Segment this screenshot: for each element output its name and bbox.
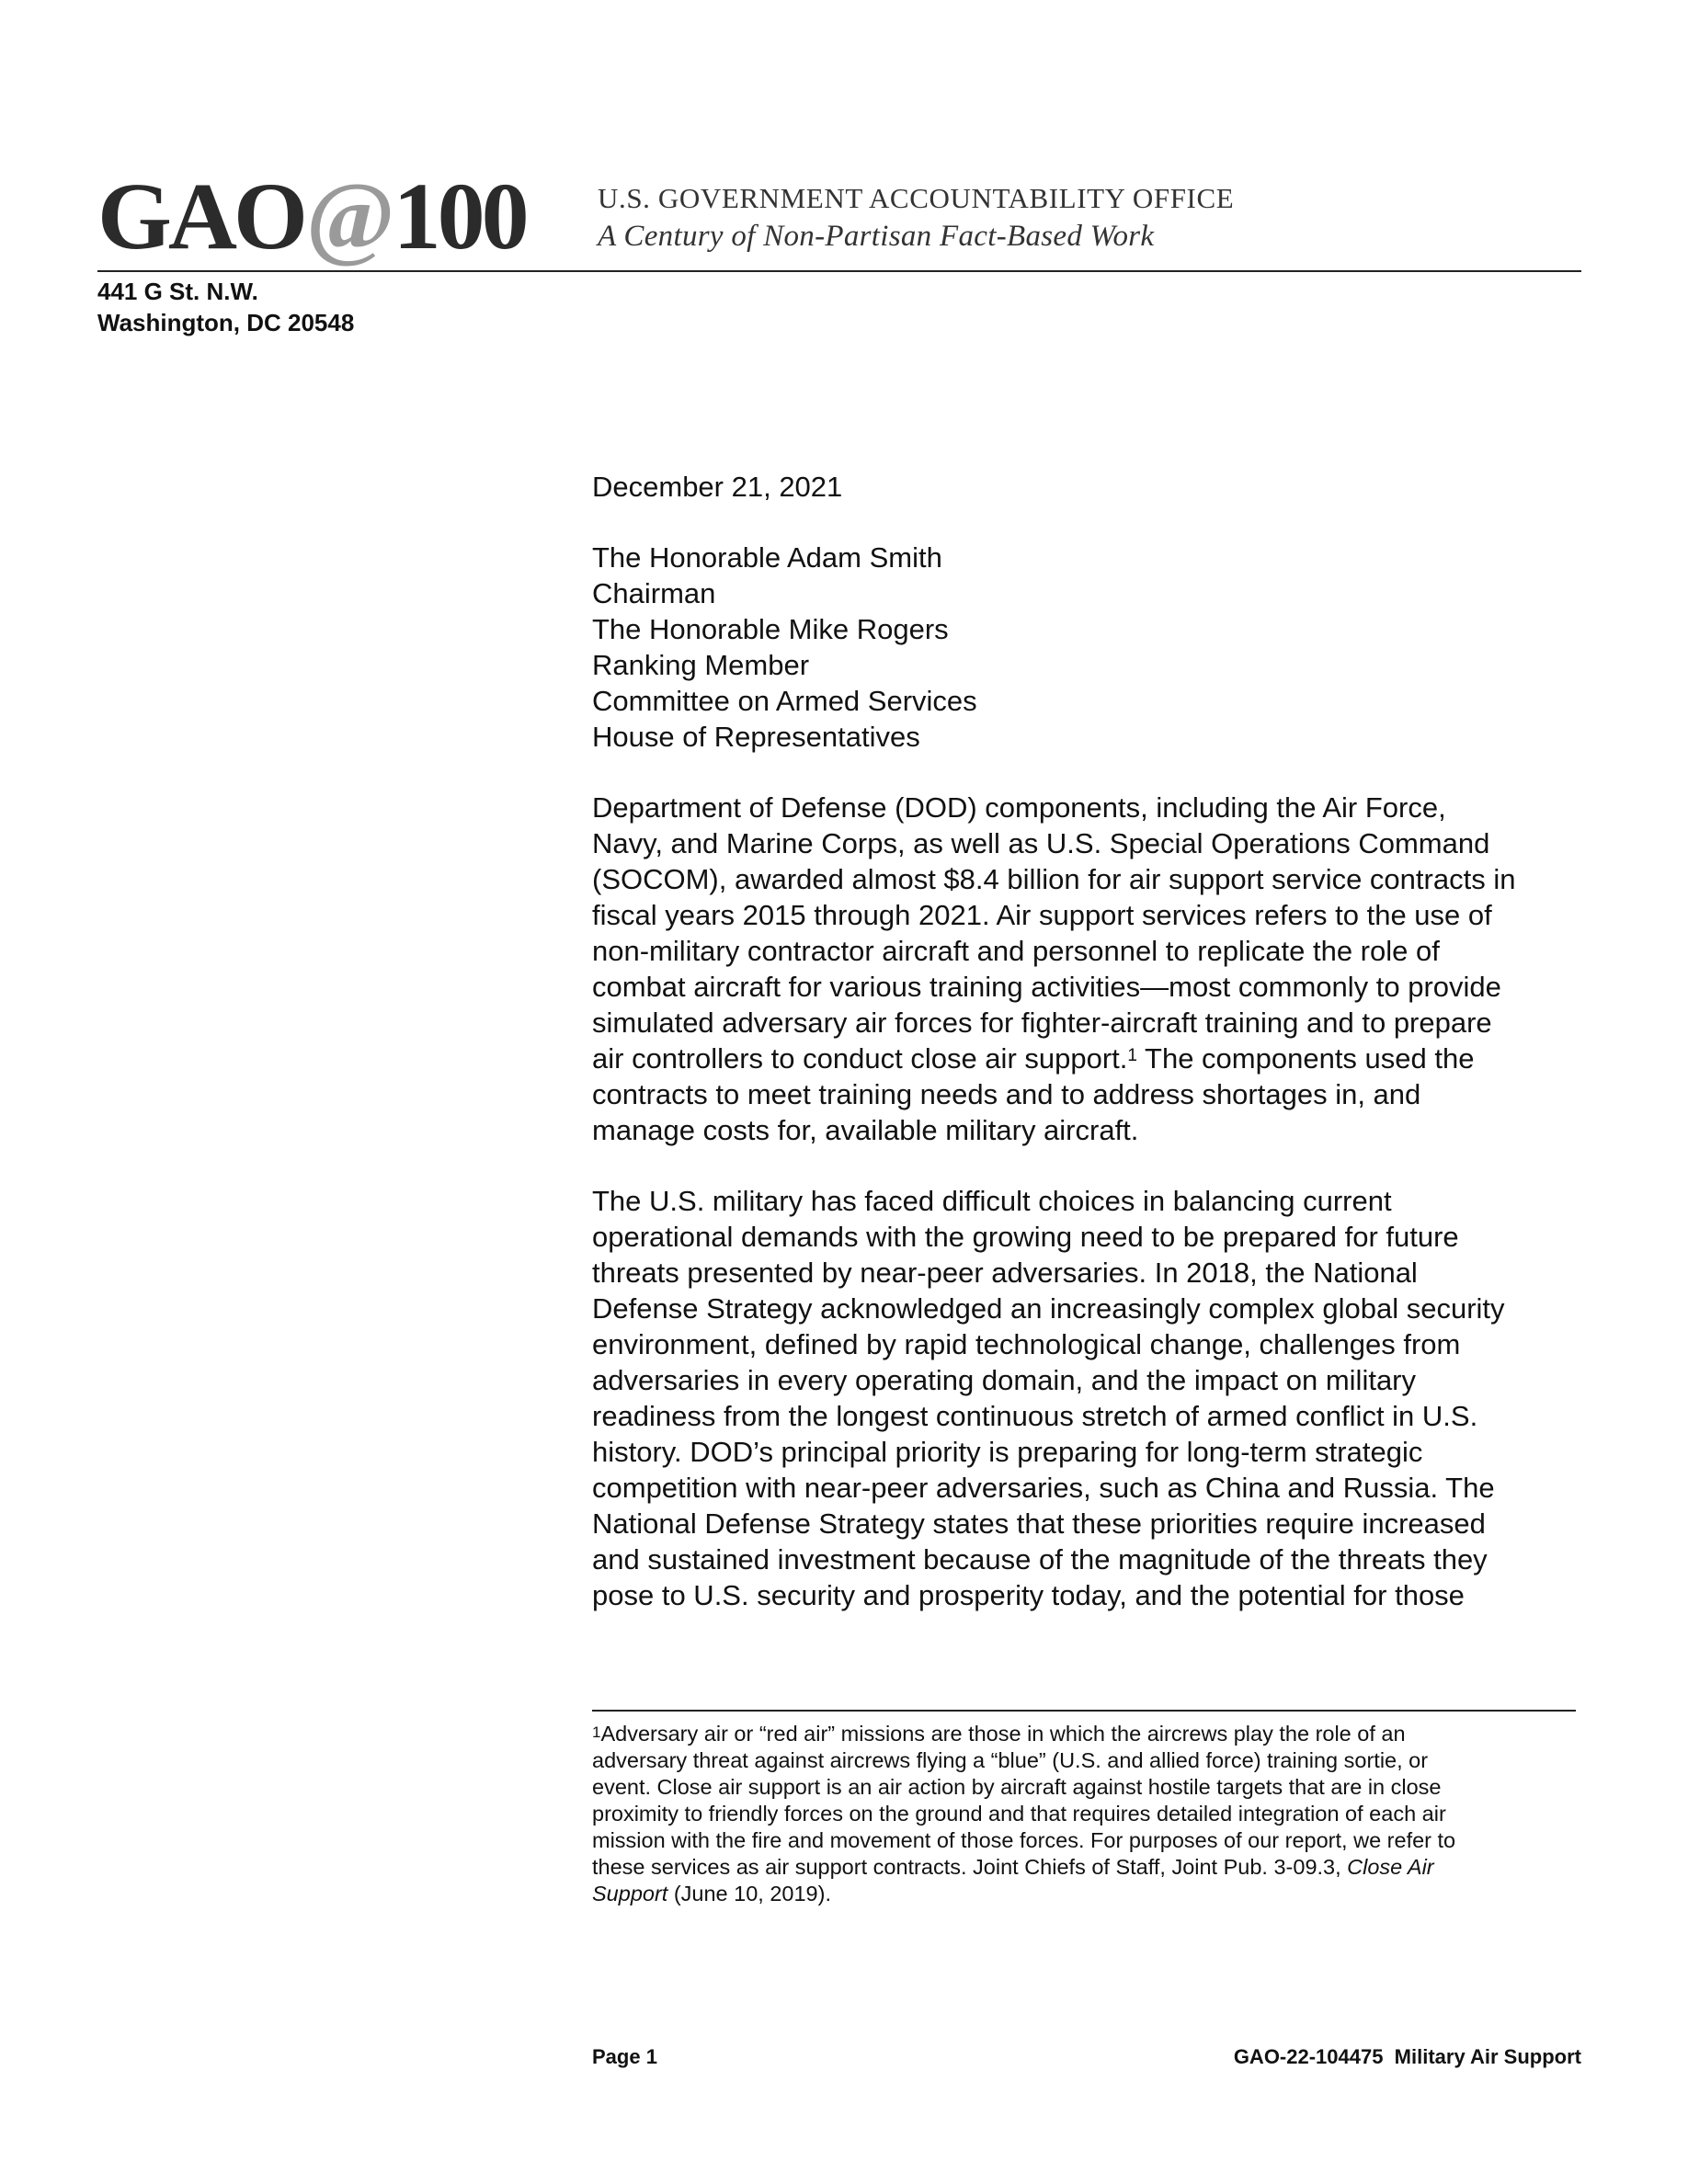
footnote-divider <box>592 1710 1576 1712</box>
text-line: fiscal years 2015 through 2021. Air support services refers to the use of <box>592 899 1492 931</box>
text-line: history. DOD’s principal priority is preparing for long-term strategic <box>592 1436 1423 1468</box>
text-line: pose to U.S. security and prosperity today, and the potential for those <box>592 1579 1465 1611</box>
footnote-line: event. Close air support is an air action by aircraft against hostile targets that are in close <box>592 1775 1442 1799</box>
citation-title: Close Air <box>1347 1855 1434 1879</box>
recipient-line: House of Representatives <box>592 721 920 753</box>
text-line: operational demands with the growing need to be prepared for future <box>592 1221 1459 1253</box>
text-line: competition with near-peer adversaries, such as China and Russia. The <box>592 1472 1495 1504</box>
address-line-2: Washington, DC 20548 <box>97 309 355 336</box>
text-line: The U.S. military has faced difficult choices in balancing current <box>592 1185 1392 1217</box>
recipient-line: Committee on Armed Services <box>592 685 977 717</box>
text-line: threats presented by near-peer adversaries. In 2018, the National <box>592 1257 1418 1289</box>
logo-at-symbol: @ <box>305 164 392 269</box>
text-line: manage costs for, available military aircraft. <box>592 1114 1139 1146</box>
text-line: Defense Strategy acknowledged an increasingly complex global security <box>592 1292 1505 1325</box>
recipient-line: Chairman <box>592 577 716 609</box>
footnote-reference[interactable]: 1 <box>1127 1046 1137 1065</box>
paragraph-1 <box>592 790 1594 1148</box>
text-fragment: The components used the <box>1136 1042 1475 1075</box>
recipient-line: The Honorable Adam Smith <box>592 541 942 574</box>
text-line: combat aircraft for various training activities—most commonly to provide <box>592 971 1501 1003</box>
footnote-line <box>592 1854 1594 1881</box>
sender-address <box>97 276 354 338</box>
text-line: environment, defined by rapid technological change, challenges from <box>592 1328 1461 1360</box>
org-name: U.S. GOVERNMENT ACCOUNTABILITY OFFICE <box>598 182 1235 214</box>
text-fragment: air controllers to conduct close air support. <box>592 1042 1128 1075</box>
org-block <box>598 180 1234 256</box>
letter-body <box>592 469 1594 1648</box>
gao-100-logo <box>97 164 526 269</box>
org-tagline: A Century of Non-Partisan Fact-Based Work <box>598 220 1155 253</box>
logo-gao-text: GAO <box>97 164 304 269</box>
footnote <box>592 1721 1594 1907</box>
letterhead-divider <box>97 270 1581 272</box>
footnote-line <box>592 1881 1594 1907</box>
page-number: Page 1 <box>592 2045 657 2068</box>
text-line: (SOCOM), awarded almost $8.4 billion for air support service contracts in <box>592 863 1516 895</box>
footnote-line: proximity to friendly forces on the ground and that requires detailed integration of each air <box>592 1802 1446 1826</box>
text-line: Department of Defense (DOD) components, including the Air Force, <box>592 791 1446 824</box>
letterhead <box>97 164 1581 270</box>
footnote-line: mission with the fire and movement of those forces. For purposes of our report, we refer to <box>592 1828 1456 1852</box>
citation-date: (June 10, 2019). <box>667 1882 831 1905</box>
text-fragment: these services as air support contracts. Joint Chiefs of Staff, Joint Pub. 3-09.3, <box>592 1855 1341 1879</box>
report-id: GAO-22-104475 Military Air Support <box>1233 2045 1581 2068</box>
logo-100-text: 100 <box>393 164 526 269</box>
text-line: readiness from the longest continuous stretch of armed conflict in U.S. <box>592 1400 1478 1432</box>
text-line: and sustained investment because of the magnitude of the threats they <box>592 1543 1488 1575</box>
text-line: non-military contractor aircraft and personnel to replicate the role of <box>592 935 1440 967</box>
text-line: National Defense Strategy states that these priorities require increased <box>592 1507 1486 1540</box>
citation-title: Support <box>592 1882 668 1905</box>
text-line: Navy, and Marine Corps, as well as U.S. Special Operations Command <box>592 827 1490 859</box>
text-line-with-footnote <box>592 1041 1594 1076</box>
recipient-block <box>592 540 1594 755</box>
letter-date: December 21, 2021 <box>592 471 843 503</box>
text-line: contracts to meet training needs and to address shortages in, and <box>592 1078 1421 1110</box>
text-fragment: Adversary air or “red air” missions are those in which the aircrews play the role of an <box>600 1722 1406 1746</box>
text-line: adversaries in every operating domain, and the impact on military <box>592 1364 1417 1396</box>
footnote-line: adversary threat against aircrews flying a “blue” (U.S. and allied force) training sortie, or <box>592 1748 1429 1772</box>
text-line: simulated adversary air forces for fighter-aircraft training and to prepare <box>592 1007 1492 1039</box>
paragraph-2 <box>592 1183 1594 1613</box>
footnote-number: 1 <box>592 1723 601 1741</box>
recipient-line: The Honorable Mike Rogers <box>592 613 949 645</box>
address-line-1: 441 G St. N.W. <box>97 278 258 305</box>
footnote-line <box>592 1721 1594 1747</box>
recipient-line: Ranking Member <box>592 649 810 681</box>
